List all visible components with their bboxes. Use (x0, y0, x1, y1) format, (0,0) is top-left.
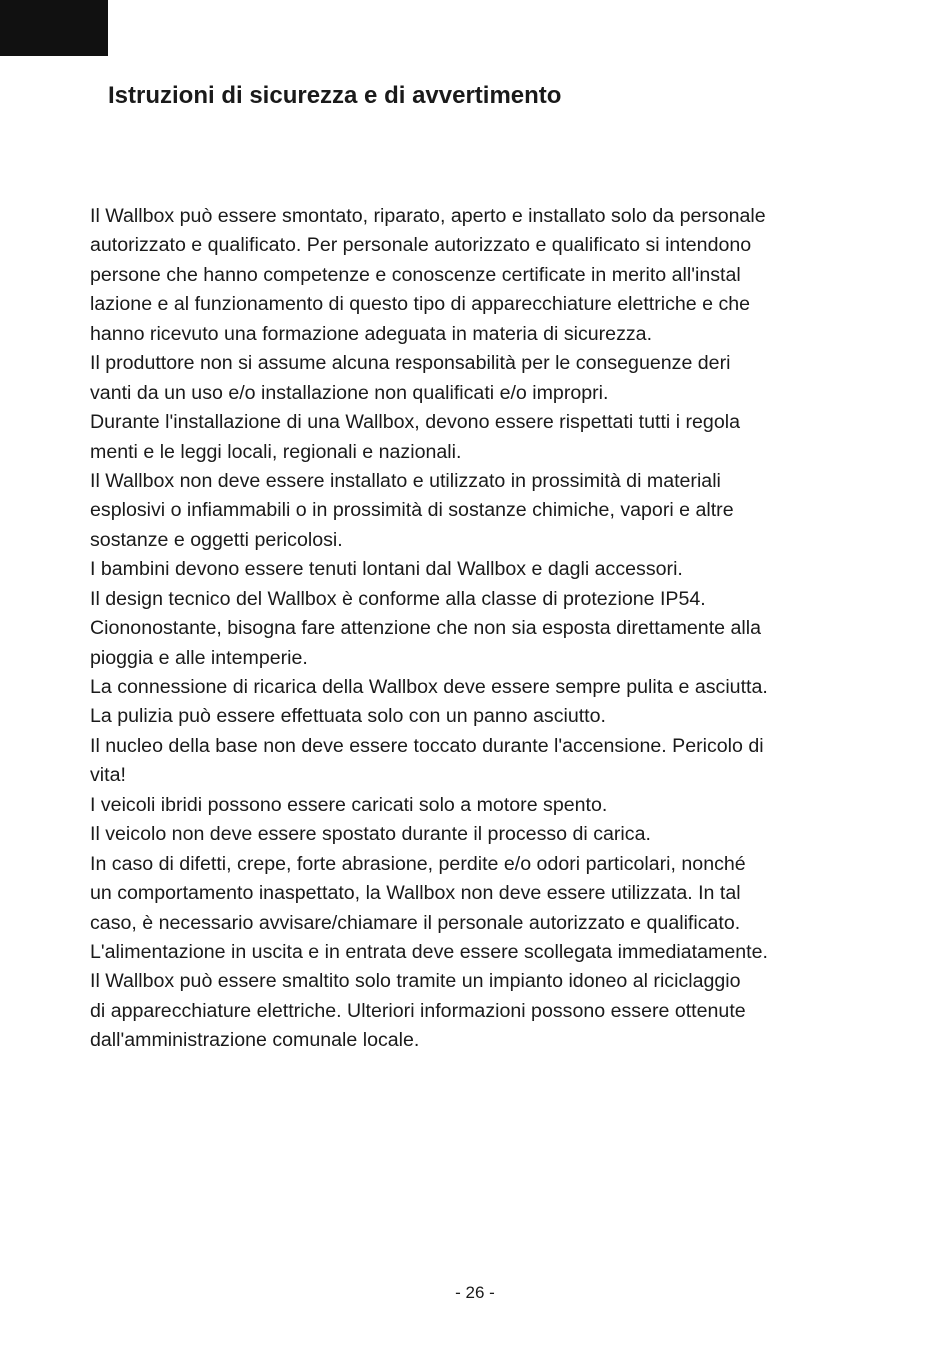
body-line: I veicoli ibridi possono essere caricati solo a motore spento. (90, 793, 608, 816)
safety-instructions-body (90, 202, 890, 1056)
body-line: di apparecchiature elettriche. Ulteriori informazioni possono essere ottenute (90, 999, 746, 1022)
body-line: La connessione di ricarica della Wallbox deve essere sempre pulita e asciutta. (90, 676, 768, 698)
body-line: hanno ricevuto una formazione adeguata in materia di sicurezza. (90, 322, 653, 345)
corner-tab-marker (0, 0, 108, 56)
body-line: Il nucleo della base non deve essere toccato durante l'accensione. Pericolo di (90, 734, 764, 757)
body-line: Ciononostante, bisogna fare attenzione che non sia esposta direttamente alla (90, 617, 761, 640)
body-line: Il design tecnico del Wallbox è conforme alla classe di protezione IP54. (90, 587, 706, 610)
body-line: Il Wallbox non deve essere installato e utilizzato in prossimità di materiali (90, 469, 721, 492)
body-line: Il veicolo non deve essere spostato durante il processo di carica. (90, 823, 651, 846)
body-line: un comportamento inaspettato, la Wallbox non deve essere utilizzata. In tal (90, 882, 741, 905)
body-line: lazione e al funzionamento di questo tipo di apparecchiature elettriche e che (90, 293, 751, 316)
body-line: persone che hanno competenze e conoscenze certificate in merito all'instal (90, 263, 741, 286)
body-line: pioggia e alle intemperie. (90, 646, 308, 669)
body-line: caso, è necessario avvisare/chiamare il personale autorizzato e qualificato. (90, 911, 741, 934)
body-line: menti e le leggi locali, regionali e nazionali. (90, 440, 462, 463)
page-number: - 26 - (455, 1283, 495, 1302)
body-line: In caso di difetti, crepe, forte abrasione, perdite e/o odori particolari, nonché (90, 852, 746, 875)
body-line: Durante l'installazione di una Wallbox, devono essere rispettati tutti i regola (90, 411, 740, 434)
body-line: I bambini devono essere tenuti lontani dal Wallbox e dagli accessori. (90, 558, 683, 581)
body-line: La pulizia può essere effettuata solo con un panno asciutto. (90, 705, 606, 728)
body-line: vanti da un uso e/o installazione non qualificati e/o impropri. (90, 381, 609, 404)
body-line: esplosivi o infiammabili o in prossimità di sostanze chimiche, vapori e altre (90, 499, 734, 522)
body-line: Il Wallbox può essere smaltito solo tramite un impianto idoneo al riciclaggio (90, 970, 741, 993)
body-line: Il produttore non si assume alcuna responsabilità per le conseguenze deri (90, 352, 731, 375)
body-line: sostanze e oggetti pericolosi. (90, 528, 343, 551)
page-title: Istruzioni di sicurezza e di avvertimento (108, 82, 562, 109)
body-line: L'alimentazione in uscita e in entrata deve essere scollegata immediatamente. (90, 940, 768, 963)
body-line: autorizzato e qualificato. Per personale autorizzato e qualificato si intendono (90, 234, 752, 257)
body-line: Il Wallbox può essere smontato, riparato, aperto e installato solo da personale (90, 205, 766, 227)
body-line: vita! (90, 764, 126, 787)
body-line: dall'amministrazione comunale locale. (90, 1029, 420, 1052)
